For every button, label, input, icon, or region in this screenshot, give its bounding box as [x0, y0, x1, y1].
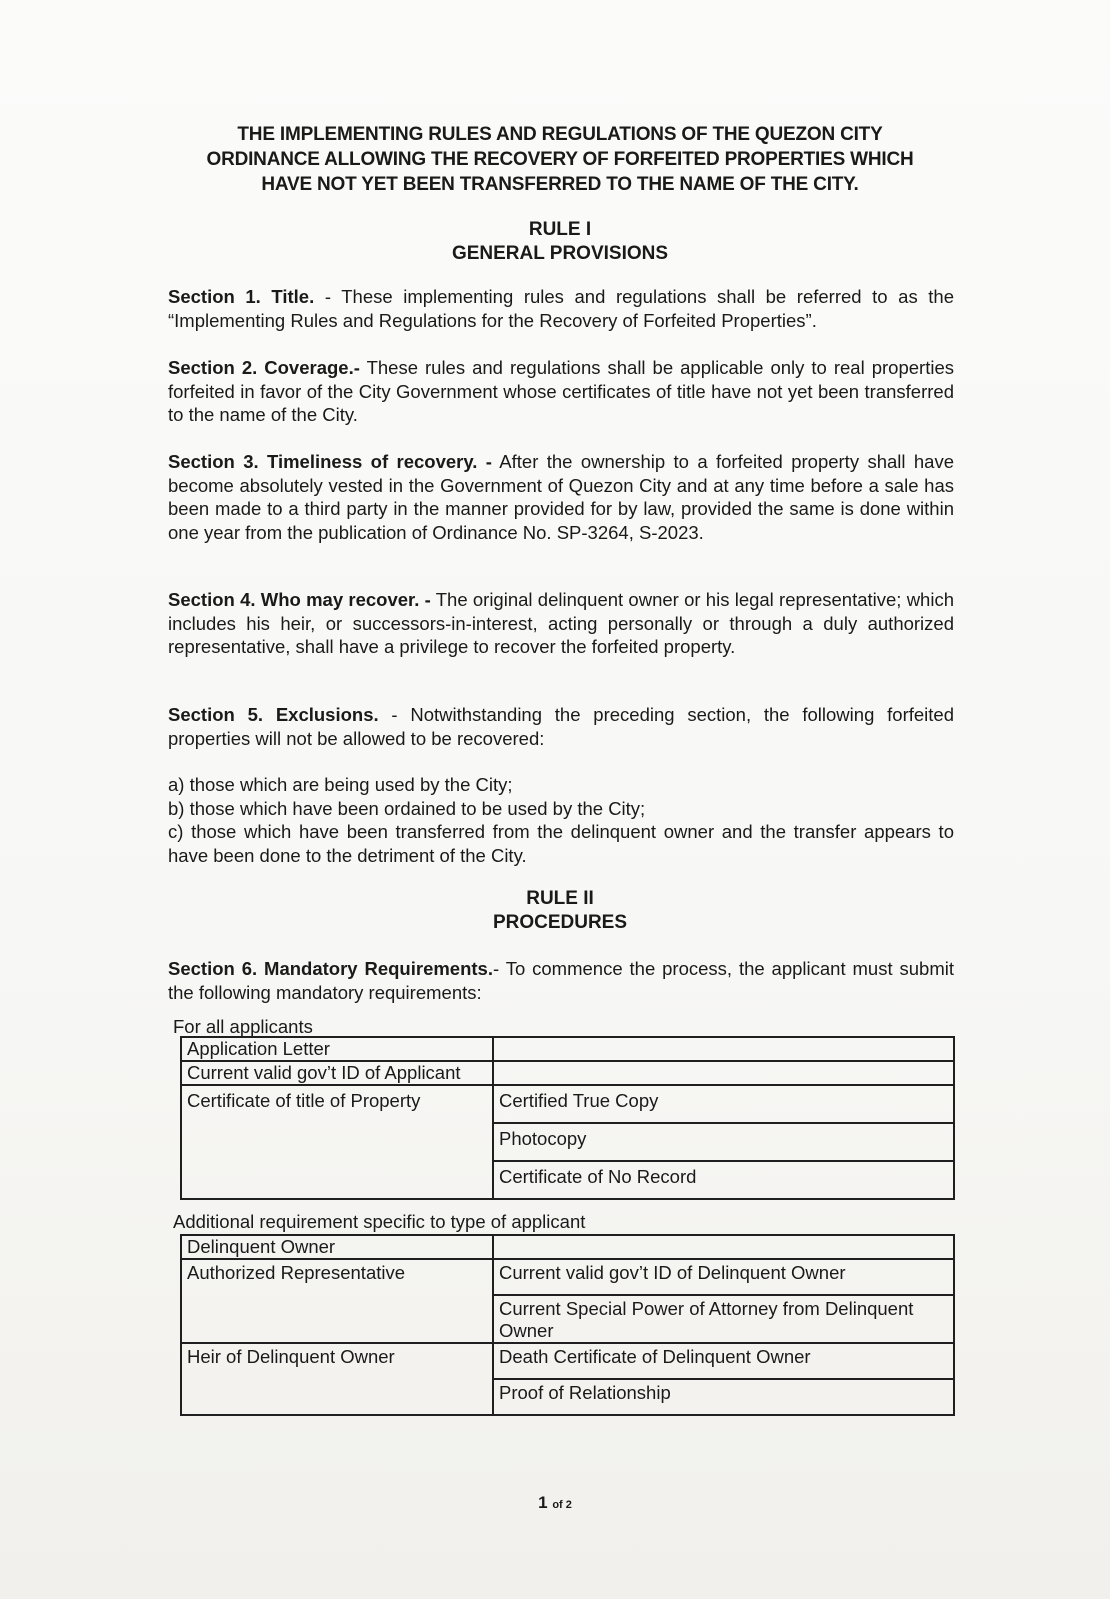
table-cell: Delinquent Owner	[181, 1235, 493, 1259]
table-row	[181, 1343, 954, 1379]
table-cell: Certificate of No Record	[493, 1161, 954, 1199]
rule-name: PROCEDURES	[492, 912, 628, 933]
table-row	[181, 1259, 954, 1295]
section-body: - These implementing rules and regulations shall be referred to as the “Implementing Rules and Regulations for the Recovery of Forfeited Properties”.	[168, 286, 954, 331]
table-cell: Current valid gov’t ID of Applicant	[181, 1061, 493, 1085]
rule-number: RULE II	[526, 888, 594, 909]
exclusions-list	[168, 773, 954, 867]
exclusion-item: a) those which are being used by the City;	[168, 774, 513, 795]
page-number	[0, 1493, 1110, 1513]
table-row	[181, 1235, 954, 1259]
table-additional-caption: Additional requirement specific to type of applicant	[173, 1211, 586, 1232]
title-line: HAVE NOT YET BEEN TRANSFERRED TO THE NAME OF THE CITY.	[261, 174, 859, 195]
title-line: ORDINANCE ALLOWING THE RECOVERY OF FORFEITED PROPERTIES WHICH	[206, 149, 914, 170]
table-cell: Certified True Copy	[493, 1085, 954, 1123]
rule-1-heading	[150, 218, 970, 266]
page-number-current: 1	[538, 1493, 548, 1512]
table-row	[181, 1037, 954, 1061]
table-cell: Photocopy	[493, 1123, 954, 1161]
section-heading: Section 5. Exclusions.	[168, 704, 379, 725]
document-title	[150, 122, 970, 197]
section-heading: Section 4. Who may recover. -	[168, 589, 431, 610]
table-cell: Heir of Delinquent Owner	[181, 1343, 493, 1415]
exclusion-item: b) those which have been ordained to be used by the City;	[168, 797, 646, 819]
section-2	[168, 356, 954, 427]
table-all-caption: For all applicants	[173, 1016, 313, 1037]
table-cell	[493, 1061, 954, 1085]
page-number-total: of 2	[552, 1499, 572, 1511]
section-heading: Section 6. Mandatory Requirements.	[168, 958, 493, 979]
table-cell: Authorized Representative	[181, 1259, 493, 1343]
rule-2-heading	[150, 887, 970, 935]
table-cell: Application Letter	[181, 1037, 493, 1061]
table-cell: Current Special Power of Attorney from Delinquent Owner	[493, 1295, 954, 1343]
table-cell	[493, 1235, 954, 1259]
section-body: After the ownership to a forfeited property shall have become absolutely vested in the Government of Quezon City and at any time before a sale has been made to a third party in the manner provided for by law, provided the same is done within one year from the publication of Ordinance No. SP-3264, S-2023.	[168, 451, 954, 543]
section-body: - Notwithstanding the preceding section, the following forfeited properties will not be allowed to be recovered:	[168, 704, 954, 749]
section-body: - To commence the process, the applicant must submit the following mandatory requirements:	[168, 958, 954, 1003]
exclusion-item: c) those which have been transferred from the delinquent owner and the transfer appears to have been done to the detriment of the City.	[168, 821, 954, 866]
rule-name: GENERAL PROVISIONS	[451, 243, 669, 264]
table-cell	[493, 1037, 954, 1061]
title-line: THE IMPLEMENTING RULES AND REGULATIONS OF THE QUEZON CITY	[237, 124, 883, 145]
section-heading: Section 2. Coverage.-	[168, 357, 360, 378]
section-heading: Section 1. Title.	[168, 286, 315, 307]
table-cell: Death Certificate of Delinquent Owner	[493, 1343, 954, 1379]
section-6	[168, 957, 954, 1004]
section-heading: Section 3. Timeliness of recovery. -	[168, 451, 492, 472]
section-5	[168, 703, 954, 750]
table-row	[181, 1061, 954, 1085]
requirements-table-all	[180, 1036, 955, 1200]
table-cell: Current valid gov’t ID of Delinquent Owner	[493, 1259, 954, 1295]
table-cell: Proof of Relationship	[493, 1379, 954, 1415]
table-cell: Certificate of title of Property	[181, 1085, 493, 1199]
requirements-table-additional	[180, 1234, 955, 1416]
section-body: The original delinquent owner or his legal representative; which includes his heir, or successors-in-interest, acting personally or through a duly authorized representative, shall have a privilege to recover the forfeited property.	[168, 589, 954, 657]
section-1	[168, 285, 954, 332]
section-4	[168, 588, 954, 659]
rule-number: RULE I	[528, 219, 592, 240]
section-body: These rules and regulations shall be applicable only to real properties forfeited in favor of the City Government whose certificates of title have not yet been transferred to the name of the City.	[168, 357, 954, 425]
table-row	[181, 1085, 954, 1123]
section-3	[168, 450, 954, 544]
